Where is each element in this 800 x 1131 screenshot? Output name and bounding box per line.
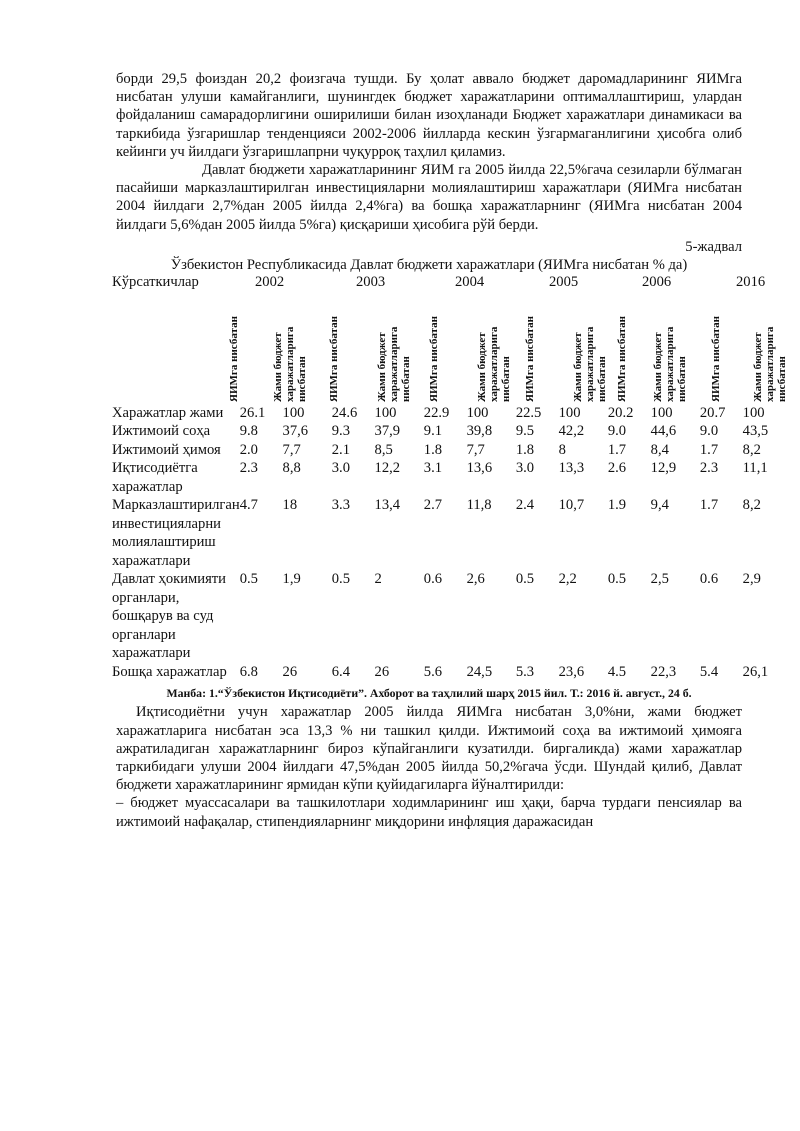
table-cell: 0.6: [423, 571, 443, 588]
outro-paragraph-2: – бюджет муассасалари ва ташкилотлари ходимларининг иш ҳақи, барча турдаги пенсиялар ва ижтимоий нафақалар, стипендияларнинг миқдорини инфляция даражасидан: [116, 795, 742, 830]
table-cell: 0.5: [331, 571, 350, 588]
subheader-gdp: ЯИМга нисбатан: [616, 315, 628, 402]
year-header: 2005: [549, 273, 579, 290]
table-cell: 5.3: [515, 663, 535, 680]
table-cell: 100: [466, 404, 489, 421]
table-cell: 3.3: [331, 497, 350, 514]
table-cell: 4.5: [607, 663, 627, 680]
table-cell: 18: [282, 497, 298, 514]
table-cell: 8,4: [650, 441, 669, 458]
indicator-header: Кўрсаткичлар: [112, 273, 199, 290]
table-cell: 6.8: [239, 663, 258, 680]
table-cell: 26.1: [239, 404, 266, 421]
outro-paragraph-1: [116, 703, 742, 794]
table-cell: 0.5: [239, 571, 258, 588]
table-cell: 2.3: [699, 460, 719, 477]
table-cell: 24.6: [331, 404, 358, 421]
table-cell: 2,2: [558, 571, 577, 588]
year-header: 2016: [736, 273, 766, 290]
table-cell: 0.5: [515, 571, 535, 588]
table-cell: 100: [742, 404, 765, 421]
table-cell: 9.1: [423, 423, 443, 440]
table-cell: 13,6: [466, 460, 493, 477]
table-row: [112, 496, 792, 570]
table-cell: 2,9: [742, 571, 761, 588]
table-cell: 3.1: [423, 460, 443, 477]
table-cell: 1.7: [607, 441, 627, 458]
outro-paragraph-1-text: Иқтисодиётни учун харажатлар 2005 йилда ЯИМга нисбатан 3,0%ни, жами бюджет харажатларига нисбатан эса 13,3 % ни ташкил қилди. Ижтимоий соҳа ва ижтимоий ҳимояга ажратиладиган харажатларнинг бироз кўпайганлиги кузатилди. биргаликда) жами харажатлар таркибидаги улуши 2004 йилдаги 47,5%дан 2005 йилда 50,2%гача ўсди. Шундай қилиб, Давлат бюджети харажатларининг ярмидан кўпи қуйидагиларга йўналтирилди:: [116, 704, 742, 794]
subheader-total: Жами бюджет харажатларига нисбатан: [272, 326, 308, 402]
table-cell: 2.1: [331, 441, 350, 458]
table-cell: 39,8: [466, 423, 493, 440]
year-header: 2006: [642, 273, 672, 290]
table-cell: 5.4: [699, 663, 719, 680]
table-cell: 8,5: [374, 441, 393, 458]
subheader-gdp: ЯИМга нисбатан: [228, 315, 240, 402]
table-cell: 0.5: [607, 571, 627, 588]
table-cell: 8,8: [282, 460, 301, 477]
table-cell: 1.9: [607, 497, 627, 514]
table-cell: 20.2: [607, 404, 634, 421]
table-cell: 26: [282, 663, 298, 680]
table-cell: 2.4: [515, 497, 535, 514]
intro-paragraph-2-text: Давлат бюджети харажатларининг ЯИМ га 2005 йилда 22,5%гача сезиларли бўлмаган пасайиши марказлаштирилган инвестицияларни молиялаштириш харажатлари (ЯИМга нисбатан 2004 йилдаги 2,7%дан 2005 йилда 2,4%га) ва бошқа харажатларнинг (ЯИМга нисбатан 2004 йилдаги 5,6%дан 2005 йилда 5%га) қисқариши ҳисобига рўй берди.: [116, 162, 742, 233]
table-number: 5-жадвал: [685, 238, 742, 255]
row-label: Иқтисодиётга харажатлар: [112, 460, 198, 495]
row-label: Марказлаштирилган инвестицияларни молиялаштириш харажатлари: [112, 497, 240, 569]
table-row: [112, 422, 792, 441]
table-cell: 11,1: [742, 460, 768, 477]
table-row: [112, 459, 792, 496]
table-cell: 2.6: [607, 460, 627, 477]
subheader-gdp: ЯИМга нисбатан: [524, 315, 536, 402]
table-body: [112, 404, 792, 682]
table-cell: 8,2: [742, 497, 761, 514]
table-cell: 1,9: [282, 571, 301, 588]
table-row: [112, 404, 792, 423]
table-cell: 13,4: [374, 497, 401, 514]
table-cell: 22.5: [515, 404, 542, 421]
table-cell: 3.0: [515, 460, 535, 477]
subheader-gdp: ЯИМга нисбатан: [428, 315, 440, 402]
subheader-total: Жами бюджет харажатларига нисбатан: [376, 326, 412, 402]
subheader-total: Жами бюджет харажатларига нисбатан: [752, 326, 788, 402]
table-cell: 9.8: [239, 423, 258, 440]
table-cell: 100: [650, 404, 673, 421]
table-cell: 42,2: [558, 423, 585, 440]
table-cell: 26,1: [742, 663, 769, 680]
table-cell: 12,2: [374, 460, 401, 477]
table-cell: 8,2: [742, 441, 761, 458]
table-row: [112, 441, 792, 460]
table-cell: 22,3: [650, 663, 677, 680]
table-cell: 24,5: [466, 663, 493, 680]
table-cell: 100: [558, 404, 581, 421]
row-label: Бошқа харажатлар: [112, 663, 227, 680]
table-cell: 2.0: [239, 441, 258, 458]
table-cell: 2,5: [650, 571, 669, 588]
table-source: Манба: 1.“Ўзбекистон Иқтисодиёти”. Ахборот ва таҳлилий шарҳ 2015 йил. Т.: 2016 й. август., 24 б.: [166, 686, 692, 701]
subheader-gdp: ЯИМга нисбатан: [328, 315, 340, 402]
subheader-total: Жами бюджет харажатларига нисбатан: [476, 326, 512, 402]
table-cell: 11,8: [466, 497, 492, 514]
table-cell: 37,9: [374, 423, 401, 440]
table-cell: 43,5: [742, 423, 769, 440]
year-header: 2002: [255, 273, 285, 290]
table-cell: 44,6: [650, 423, 677, 440]
table-cell: 22.9: [423, 404, 450, 421]
table-cell: 100: [282, 404, 305, 421]
table-cell: 0.6: [699, 571, 719, 588]
table-cell: 1.8: [515, 441, 535, 458]
table-cell: 9.0: [699, 423, 719, 440]
table-cell: 9.0: [607, 423, 627, 440]
table-cell: 26: [374, 663, 390, 680]
budget-table: [112, 404, 792, 682]
table-cell: 23,6: [558, 663, 585, 680]
table-cell: 7,7: [466, 441, 485, 458]
subheader-gdp: ЯИМга нисбатан: [710, 315, 722, 402]
table-cell: 9.3: [331, 423, 350, 440]
subheader-total: Жами бюджет харажатларига нисбатан: [652, 326, 688, 402]
table-cell: 12,9: [650, 460, 677, 477]
table-row: [112, 570, 792, 663]
year-header: 2003: [356, 273, 386, 290]
table-cell: 8: [558, 441, 566, 458]
table-cell: 2,6: [466, 571, 485, 588]
table-row: [112, 663, 792, 682]
table-cell: 1.7: [699, 497, 719, 514]
table-title: Ўзбекистон Республикасида Давлат бюджети харажатлари (ЯИМга нисбатан % да): [170, 256, 688, 273]
table-cell: 1.8: [423, 441, 443, 458]
subheader-total: Жами бюджет харажатларига нисбатан: [572, 326, 608, 402]
row-label: Давлат ҳокимияти органлари, бошқарув ва суд органлари харажатлари: [112, 571, 226, 662]
document-page: [112, 70, 788, 831]
table-cell: 2: [374, 571, 382, 588]
table-cell: 9.5: [515, 423, 535, 440]
intro-paragraph-1: борди 29,5 фоиздан 20,2 фоизгача тушди. Бу ҳолат аввало бюджет даромадларининг ЯИМга нисбатан улуши камайганлиги, шунингдек бюджет харажатларини оптималлаштириш, улардан фойдаланиш самарадорлигини оширилиши билан изоҳланади Бюджет харажатлари динамикаси ва таркибида ўзгаришлар тенденцияси 2002-2006 йилларда кескин ўзгармаганлигини ҳисобга олиб кейинги уч йилдаги ўзгаришлапрни чуқурроқ таҳлил қиламиз.: [116, 71, 742, 160]
table-cell: 1.7: [699, 441, 719, 458]
table-cell: 10,7: [558, 497, 585, 514]
table-cell: 2.7: [423, 497, 443, 514]
table-cell: 4.7: [239, 497, 258, 514]
table-cell: 6.4: [331, 663, 350, 680]
table-cell: 100: [374, 404, 397, 421]
table-subheader-row: [116, 294, 788, 404]
table-cell: 37,6: [282, 423, 309, 440]
table-cell: 7,7: [282, 441, 301, 458]
row-label: Ижтимоий ҳимоя: [112, 441, 221, 458]
row-label: Харажатлар жами: [112, 404, 224, 421]
row-label: Ижтимоий соҳа: [112, 423, 211, 440]
table-cell: 9,4: [650, 497, 669, 514]
year-header: 2004: [455, 273, 485, 290]
intro-paragraph-2: [116, 161, 742, 234]
table-cell: 3.0: [331, 460, 350, 477]
table-cell: 13,3: [558, 460, 585, 477]
table-cell: 5.6: [423, 663, 443, 680]
table-cell: 20.7: [699, 404, 726, 421]
table-cell: 2.3: [239, 460, 258, 477]
table-years-row: [112, 273, 766, 294]
